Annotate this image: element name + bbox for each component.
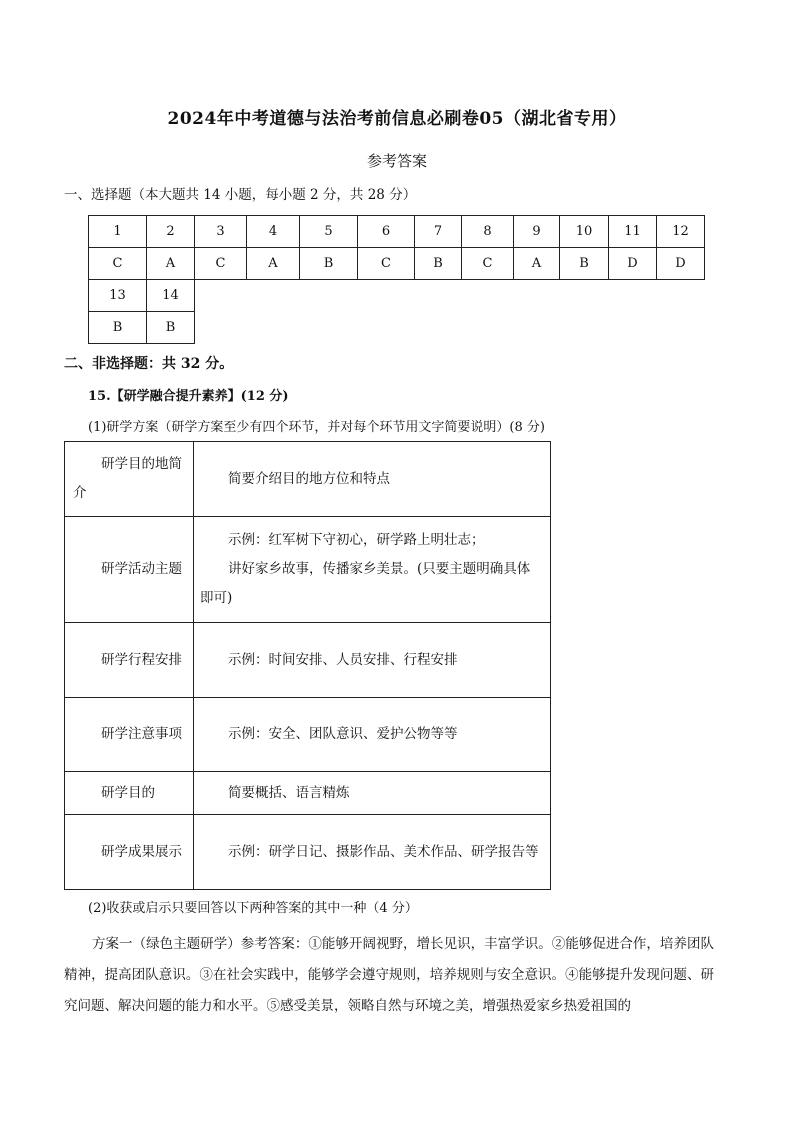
question-number: 12 <box>657 216 705 248</box>
answer-cell: B <box>89 312 147 344</box>
plan-value-line: 示例：红军树下守初心，研学路上明壮志； <box>228 532 485 548</box>
plan-key: 研学成果展示 <box>65 815 194 890</box>
choice-answer-table <box>88 215 705 344</box>
answer-row <box>89 248 705 280</box>
plan-key: 研学活动主题 <box>65 517 194 623</box>
plan-row <box>65 623 551 698</box>
question-15-title: 15.【研学融合提升素养】(12 分) <box>88 389 289 404</box>
question-number: 8 <box>462 216 514 248</box>
answer-cell: C <box>462 248 514 280</box>
answer-cell: A <box>247 248 300 280</box>
answer-cell: C <box>358 248 415 280</box>
answer-cell: D <box>657 248 705 280</box>
plan-row <box>65 815 551 890</box>
question-number: 14 <box>147 280 195 312</box>
answer-paragraph: 方案一（绿色主题研学）参考答案：①能够开阔视野，增长见识，丰富学识。②能够促进合作，培养团队精神，提高团队意识。③在社会实践中，能够学会遵守规则，培养规则与安全意识。④能够提升发现问题、研究问题、解决问题的能力和水平。⑤感受美景，领略自然与环境之美，增强热爱家乡热爱祖国的 <box>64 936 714 1014</box>
answer-cell: A <box>514 248 560 280</box>
answer-cell: B <box>147 312 195 344</box>
question-number: 2 <box>147 216 195 248</box>
plan-key: 研学目的地简介 <box>65 442 194 517</box>
question-15-part1: (1)研学方案（研学方案至少有四个环节，并对每个环节用文字简要说明）(8 分) <box>88 420 545 435</box>
question-number: 4 <box>247 216 300 248</box>
question-15-part2: (2)收获或启示只要回答以下两种答案的其中一种（4 分） <box>88 901 418 916</box>
answer-row <box>89 312 705 344</box>
plan-value <box>194 517 551 623</box>
plan-value: 简要介绍目的地方位和特点 <box>194 442 551 517</box>
section2-heading: 二、非选择题：共 32 分。 <box>64 356 234 372</box>
question-number: 7 <box>415 216 462 248</box>
question-number-row <box>89 280 705 312</box>
answer-cell: C <box>89 248 147 280</box>
plan-key: 研学目的 <box>65 772 194 815</box>
plan-row <box>65 517 551 623</box>
plan-value: 示例：安全、团队意识、爱护公物等等 <box>194 698 551 772</box>
question-number: 9 <box>514 216 560 248</box>
blank-cell <box>195 280 705 312</box>
answer-cell: B <box>415 248 462 280</box>
plan-key: 研学行程安排 <box>65 623 194 698</box>
question-number-row <box>89 216 705 248</box>
question-number: 11 <box>609 216 657 248</box>
question-number: 10 <box>560 216 609 248</box>
plan-value: 示例：时间安排、人员安排、行程安排 <box>194 623 551 698</box>
answer-cell: D <box>609 248 657 280</box>
question-number: 3 <box>195 216 247 248</box>
plan-row <box>65 698 551 772</box>
answer-cell: B <box>560 248 609 280</box>
page-subtitle: 参考答案 <box>366 152 427 170</box>
study-plan-table <box>64 441 551 890</box>
question-number: 5 <box>300 216 358 248</box>
question-number: 1 <box>89 216 147 248</box>
plan-row <box>65 442 551 517</box>
question-number: 13 <box>89 280 147 312</box>
answer-cell: A <box>147 248 195 280</box>
section1-heading: 一、选择题（本大题共 14 小题，每小题 2 分，共 28 分） <box>64 187 417 203</box>
plan-key: 研学注意事项 <box>65 698 194 772</box>
blank-cell <box>195 312 705 344</box>
question-number: 6 <box>358 216 415 248</box>
page-title: 2024年中考道德与法治考前信息必刷卷05（湖北省专用） <box>167 109 627 129</box>
plan-row <box>65 772 551 815</box>
answer-cell: B <box>300 248 358 280</box>
plan-value: 示例：研学日记、摄影作品、美术作品、研学报告等 <box>194 815 551 890</box>
plan-value: 简要概括、语言精炼 <box>194 772 551 815</box>
answer-cell: C <box>195 248 247 280</box>
plan-value-line: 讲好家乡故事，传播家乡美景。(只要主题明确具体即可) <box>200 561 531 606</box>
